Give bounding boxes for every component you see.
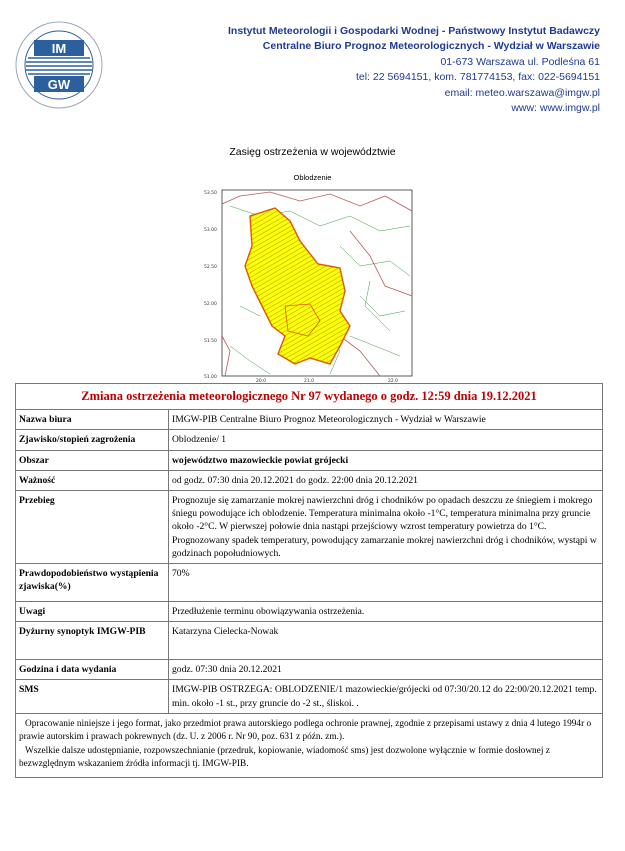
warning-table [15,383,603,778]
warning-area-map [200,186,415,382]
row-label: Dyżurny synoptyk IMGW-PIB [16,622,169,660]
row-label: Przebieg [16,491,169,564]
table-row [16,470,603,490]
phone-numbers: tel: 22 5694151, kom. 781774153, fax: 022-5694151 [355,71,600,84]
table-row [16,660,603,680]
row-value: 70% [169,564,603,602]
y-tick-label: 51.50 [204,339,217,344]
warning-title: Zmiana ostrzeżenia meteorologicznego Nr 97 wydanego o godz. 12:59 dnia 19.12.2021 [16,384,603,410]
row-label: Godzina i data wydania [16,660,169,680]
imgw-logo [14,20,104,110]
x-tick-label: 22.0 [388,379,399,382]
table-row [16,410,603,430]
map-title: Zasięg ostrzeżenia w województwie [229,146,396,158]
map-subtitle: Oblodzenie [293,173,332,182]
y-tick-label: 52.50 [204,265,217,270]
copyright-text: Opracowanie niniejsze i jego format, jako przedmiot prawa autorskiego podlega ochronie prawnej, zgodnie z przepisami ustawy z dnia 4 lutego 1994r o prawie autorskim i prawach pokrewnych (dz. U. z 2006 r. Nr 90, poz. 631 z późn. zm.). [19,718,592,743]
y-tick-label: 51.00 [204,375,217,380]
page-header [0,0,625,120]
usage-terms-text: Wszelkie dalsze udostępnianie, rozpowszechnianie (przedruk, kopiowanie, wiadomość sms) jest dozwolone wyłącznie w formie dosłownej z bezwzględnym wskazaniem źródła informacji tj. IMGW-PIB. [19,745,550,770]
row-label: Uwagi [16,602,169,622]
bureau-name: Centralne Biuro Prognoz Meteorologicznych - Wydział w Warszawie [262,40,600,53]
svg-text:IM: IM [51,41,67,56]
row-label: Nazwa biura [16,410,169,430]
y-tick-label: 53.50 [204,191,217,196]
table-row [16,450,603,470]
table-row [16,622,603,660]
row-value: IMGW-PIB OSTRZEGA: OBLODZENIE/1 mazowieckie/grójecki od 07:30/20.12 do 22:00/20.12.2021 temp. min. około -1 st., przy gruncie do -2 st., śliskoi. . [169,680,603,713]
svg-text:GW: GW [47,77,71,92]
row-label: Prawdopodobieństwo wystąpienia zjawiska(%) [16,564,169,602]
row-value: Prognozuje się zamarzanie mokrej nawierzchni dróg i chodników po opadach deszczu ze śniegiem i mokrego śniegu powodujące ich oblodzenie. Temperatura minimalna około -1°C, temperatura minimalna przy gruncie około -2°C. W pierwszej połowie dnia nastąpi przejściowy wzrost temperatury powietrza do 1°C. Prognozowany spadek temperatury, powodujący zamarzanie mokrej nawierzchni dróg i chodników, wystąpi w godzinach popołudniowych. [169,491,603,564]
row-label: SMS [16,680,169,713]
institute-name: Instytut Meteorologii i Gospodarki Wodnej - Państwowy Instytut Badawczy [227,25,600,37]
row-value: województwo mazowieckie powiat grójecki [169,450,603,470]
website: www: www.imgw.pl [511,102,600,115]
table-row [16,602,603,622]
table-row [16,564,603,602]
contact-block [228,24,600,116]
table-row [16,491,603,564]
copyright-notice [16,713,603,778]
row-label: Obszar [16,450,169,470]
row-value: Katarzyna Cielecka-Nowak [169,622,603,660]
address: 01-673 Warszawa ul. Podleśna 61 [440,55,600,68]
table-row [16,430,603,450]
y-tick-label: 53.00 [204,228,217,233]
row-value: godz. 07:30 dnia 20.12.2021 [169,660,603,680]
y-tick-label: 52.00 [204,302,217,307]
row-value: Przedłużenie terminu obowiązywania ostrzeżenia. [169,602,603,622]
row-label: Ważność [16,470,169,490]
table-row [16,680,603,713]
row-label: Zjawisko/stopień zagrożenia [16,430,169,450]
email: email: meteo.warszawa@imgw.pl [444,86,600,99]
row-value: IMGW-PIB Centralne Biuro Prognoz Meteorologicznych - Wydział w Warszawie [169,410,603,430]
x-tick-label: 21.0 [304,379,315,382]
x-tick-label: 20.0 [256,379,267,382]
row-value: Oblodzenie/ 1 [169,430,603,450]
row-value: od godz. 07:30 dnia 20.12.2021 do godz. 22:00 dnia 20.12.2021 [169,470,603,490]
